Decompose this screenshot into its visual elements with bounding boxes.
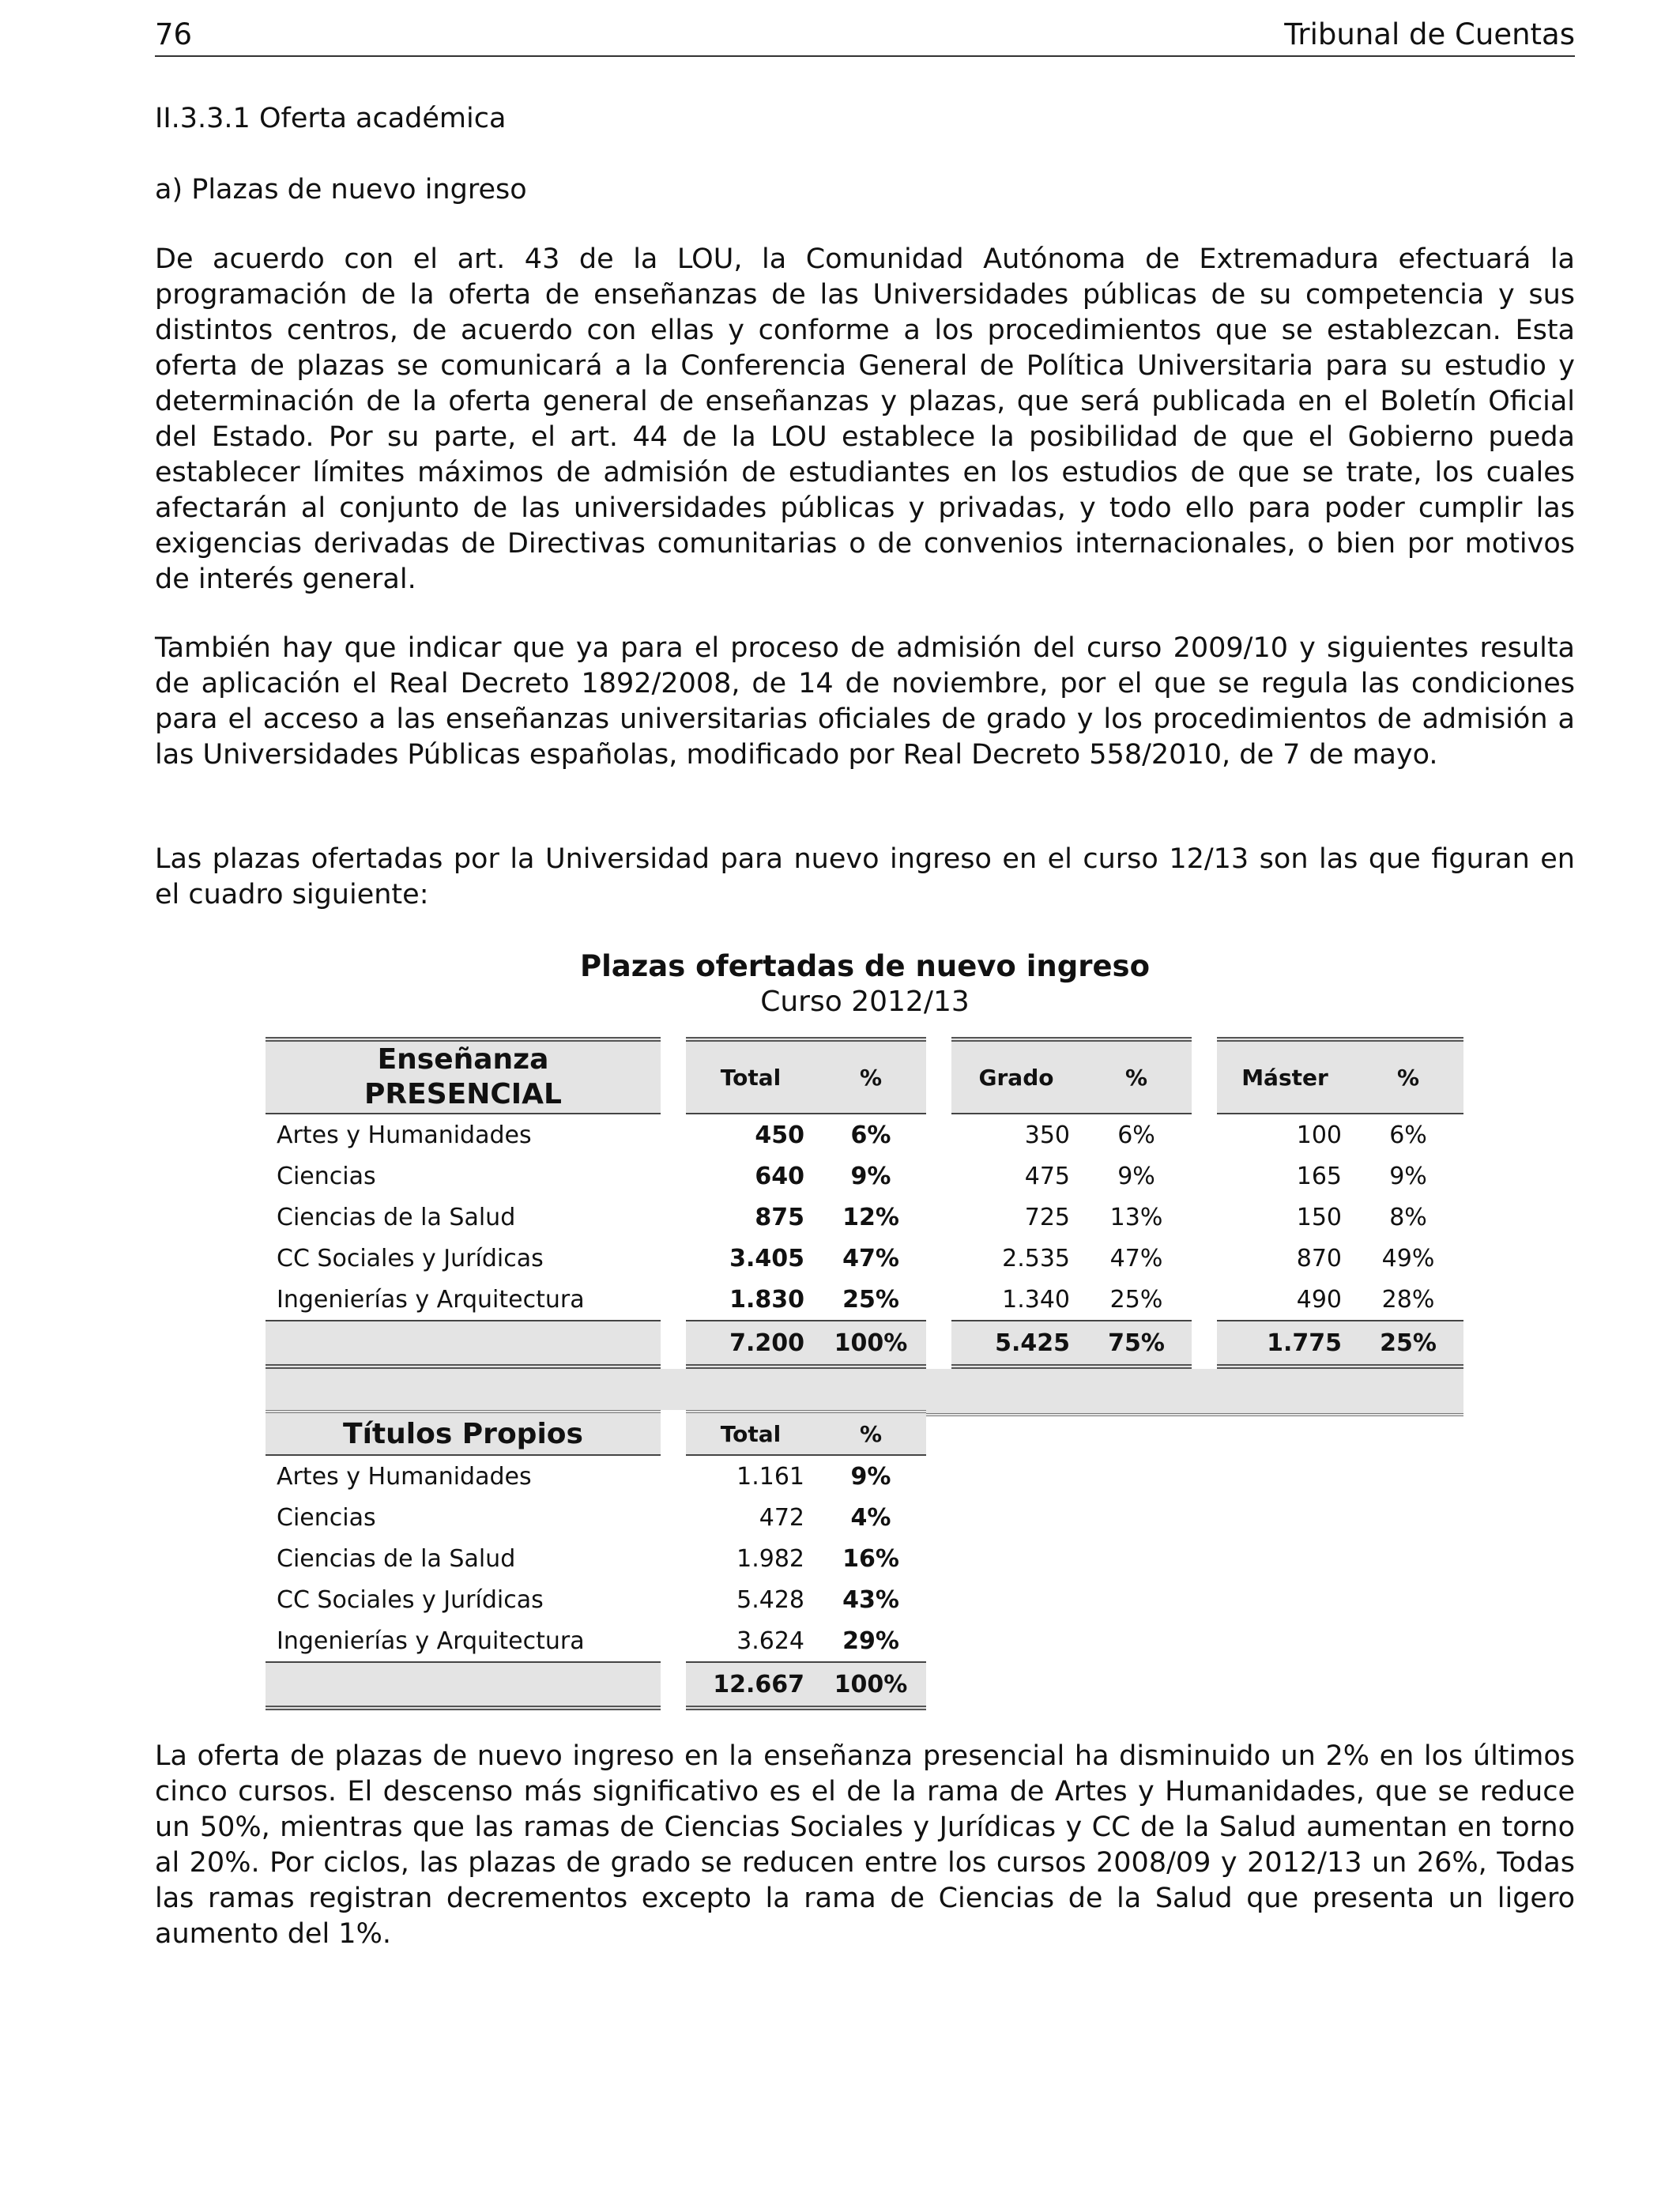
presencial-header: Enseñanza PRESENCIAL [266,1037,661,1114]
table-row: Artes y Humanidades 450 6% 350 6% 100 6% [277,1121,1427,1149]
spacer-row [266,1369,1463,1416]
table-caption [155,948,1575,1020]
paragraph-1: De acuerdo con el art. 43 de la LOU, la Comunidad Autónoma de Extremadura efectuará la programación de la oferta de enseñanzas de las Universidades públicas de su competencia y sus distintos centros, de acuerdo con ellas y conforme a los procedimientos que se establezcan. Esta oferta de plazas se comunicará a la Conferencia General de Política Universitaria para su estudio y determinación de la oferta general de enseñanzas y plazas, que será publicada en el Boletín Oficial del Estado. Por su parte, el art. 44 de la LOU establece la posibilidad de que el Gobierno pueda establecer límites máximos de admisión de estudiantes en los estudios de que se trate, los cuales afectarán al conjunto de las universidades públicas y privadas, y todo ello para poder cumplir las exigencias derivadas de Directivas comunitarias o de convenios internacionales, o bien por motivos de interés general. [155,243,1575,595]
col-grado-pct: % [1081,1037,1192,1114]
section-heading: II.3.3.1 Oferta académica [155,103,507,134]
propios-totals-row: 12.667 100% [266,1661,926,1710]
col-total-pct: % [816,1037,926,1114]
col-total: Total [686,1037,816,1114]
table-row: Ciencias de la Salud 875 12% 725 13% 150 8% [277,1203,1427,1231]
col-master: Máster [1217,1037,1353,1114]
table-row: Ingenierías y Arquitectura 1.830 25% 1.340 25% 490 28% [277,1285,1435,1314]
col-master-pct: % [1353,1037,1463,1114]
section-subheading: a) Plazas de nuevo ingreso [155,174,527,205]
table-row: Ciencias 472 4% [277,1503,891,1532]
propios-header: Títulos Propios [266,1410,661,1456]
presencial-table [266,1037,1463,1416]
col-grado: Grado [951,1037,1081,1114]
table-row: Ciencias 640 9% 475 9% 165 9% [277,1162,1427,1190]
paragraph-2: También hay que indicar que ya para el proceso de admisión del curso 2009/10 y siguientes resulta de aplicación el Real Decreto 1892/2008, de 14 de noviembre, por el que se regula las condiciones para el acceso a las enseñanzas universitarias oficiales de grado y los procedimientos de admisión a las Universidades Públicas españolas, modificado por Real Decreto 558/2010, de 7 de mayo. [155,632,1575,771]
col-propios-pct: % [816,1410,926,1456]
page-header [155,17,1575,57]
page-number: 76 [155,17,193,51]
propios-table [266,1410,926,1710]
table-subtitle: Curso 2012/13 [760,986,970,1018]
table-row: Artes y Humanidades 1.161 9% [277,1462,891,1491]
table-row: CC Sociales y Jurídicas 5.428 43% [277,1585,899,1614]
table-row: CC Sociales y Jurídicas 3.405 47% 2.535 47% 870 49% [277,1244,1435,1272]
propios-header-row [266,1410,926,1456]
header-title: Tribunal de Cuentas [1284,17,1575,51]
paragraph-3: Las plazas ofertadas por la Universidad para nuevo ingreso en el curso 12/13 son las que figuran en el cuadro siguiente: [155,843,1575,910]
presencial-header-row [266,1037,1463,1114]
table-row: Ciencias de la Salud 1.982 16% [277,1544,899,1573]
presencial-totals-row: 7.200 100% 5.425 75% 1.775 25% [266,1320,1463,1369]
table-row: Ingenierías y Arquitectura 3.624 29% [277,1627,899,1655]
table-title: Plazas ofertadas de nuevo ingreso [580,949,1150,983]
paragraph-4: La oferta de plazas de nuevo ingreso en la enseñanza presencial ha disminuido un 2% en los últimos cinco cursos. El descenso más significativo es el de la rama de Artes y Humanidades, que se reduce un 50%, mientras que las ramas de Ciencias Sociales y Jurídicas y CC de la Salud aumentan en torno al 20%. Por ciclos, las plazas de grado se reducen entre los cursos 2008/09 y 2012/13 un 26%, Todas las ramas registran decrementos excepto la rama de Ciencias de la Salud que presenta un ligero aumento del 1%. [155,1740,1575,1950]
col-propios-total: Total [686,1410,816,1456]
